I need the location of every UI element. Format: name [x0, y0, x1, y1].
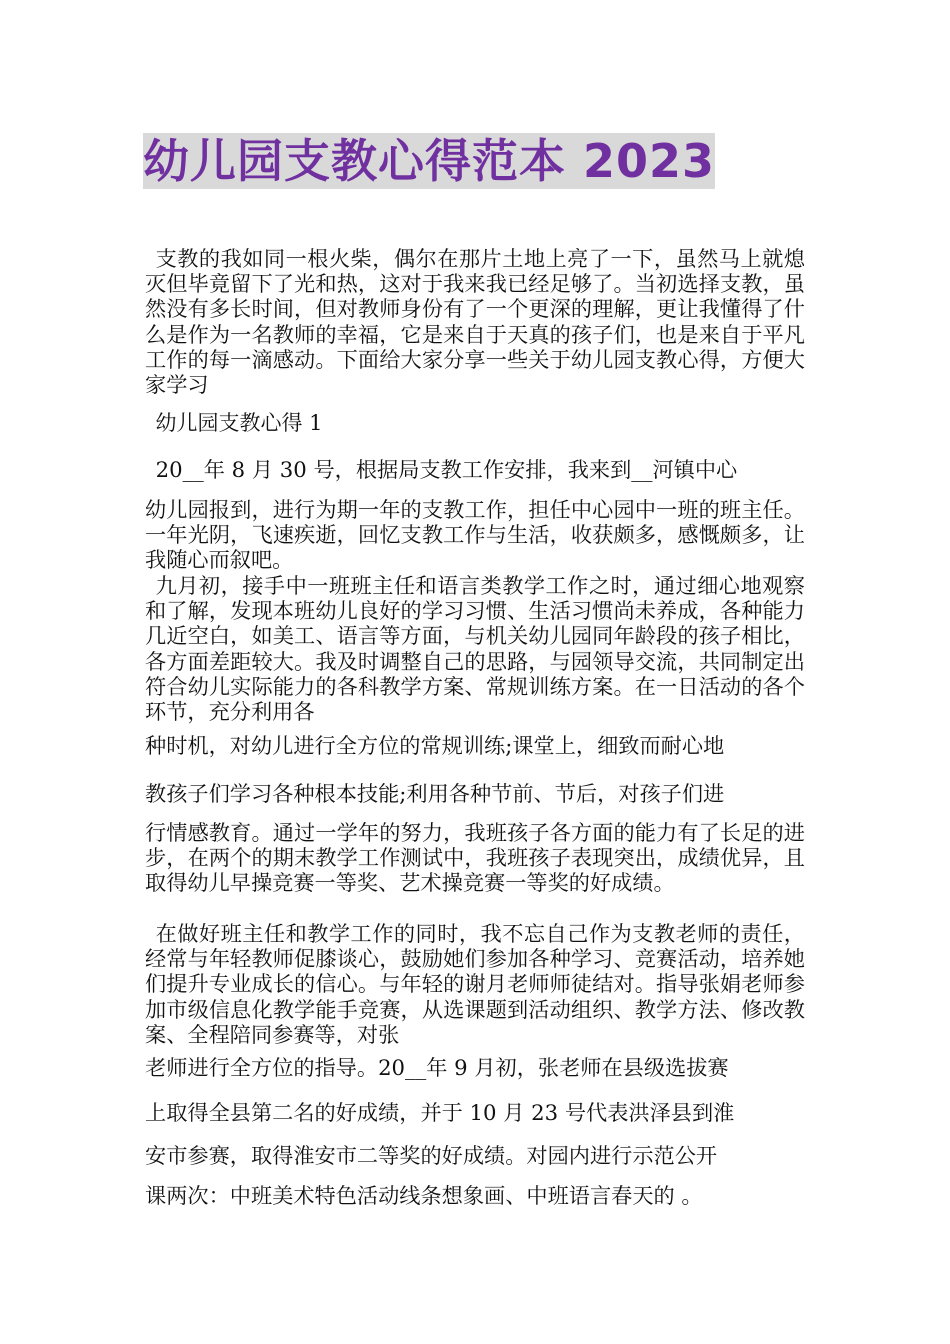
paragraph-2-part-a: 九月初，接手中一班班主任和语言类教学工作之时，通过细心地观察和了解，发现本班幼儿良好的学习习惯、生活习惯尚未养成，各种能力几近空白，如美工、语言等方面，与机关幼儿园同年龄段的孩子相比，各方面差距较大。我及时调整自己的思路，与园领导交流，共同制定出符合幼儿实际能力的各科教学方案、常规训练方案。在一日活动的各个环节，充分利用各: [145, 573, 805, 725]
section-heading: 幼儿园支教心得 1: [155, 411, 323, 435]
paragraph-2-part-c: 教孩子们学习各种根本技能;利用各种节前、节后，对孩子们进: [145, 781, 725, 806]
paragraph-3-part-e: 课两次：中班美术特色活动线条想象画、中班语言春天的 。: [145, 1183, 703, 1208]
paragraph-3-part-a: 在做好班主任和教学工作的同时，我不忘自己作为支教老师的责任，经常与年轻教师促膝谈心，鼓励她们参加各种学习、竞赛活动，培养她们提升专业成长的信心。与年轻的谢月老师师徒结对。指导张娟老师参加市级信息化教学能手竞赛，从选课题到活动组织、教学方法、修改教案、全程陪同参赛等，对张: [145, 921, 805, 1047]
paragraph-2-part-d: 行情感教育。通过一学年的努力，我班孩子各方面的能力有了长足的进步，在两个的期末教学工作测试中，我班孩子表现突出，成绩优异，且取得幼儿早操竞赛一等奖、艺术操竞赛一等奖的好成绩。: [145, 820, 805, 896]
intro-paragraph: 支教的我如同一根火柴，偶尔在那片土地上亮了一下，虽然马上就熄灭但毕竟留下了光和热，这对于我来我已经足够了。当初选择支教，虽然没有多长时间，但对教师身份有了一个更深的理解，更让我懂得了什么是作为一名教师的幸福，它是来自于天真的孩子们，也是来自于平凡工作的每一滴感动。下面给大家分享一些关于幼儿园支教心得，方便大家学习: [145, 246, 805, 398]
paragraph-3-part-c: 上取得全县第二名的好成绩，并于 10 月 23 号代表洪泽县到淮: [145, 1100, 735, 1125]
title-container: [143, 133, 788, 189]
paragraph-1-line-1: 20__年 8 月 30 号，根据局支教工作安排，我来到__河镇中心: [155, 457, 738, 482]
document-title: 幼儿园支教心得范本 2023: [143, 134, 716, 188]
paragraph-2-part-b: 种时机，对幼儿进行全方位的常规训练;课堂上，细致而耐心地: [145, 733, 725, 758]
paragraph-3-part-d: 安市参赛，取得淮安市二等奖的好成绩。对园内进行示范公开: [145, 1143, 718, 1168]
paragraph-3-part-b: 老师进行全方位的指导。20__年 9 月初，张老师在县级选拔赛: [145, 1055, 729, 1080]
paragraph-1-rest: 幼儿园报到，进行为期一年的支教工作，担任中心园中一班的班主任。一年光阴，飞速疾逝，回忆支教工作与生活，收获颇多，感慨颇多，让我随心而叙吧。: [145, 497, 805, 573]
